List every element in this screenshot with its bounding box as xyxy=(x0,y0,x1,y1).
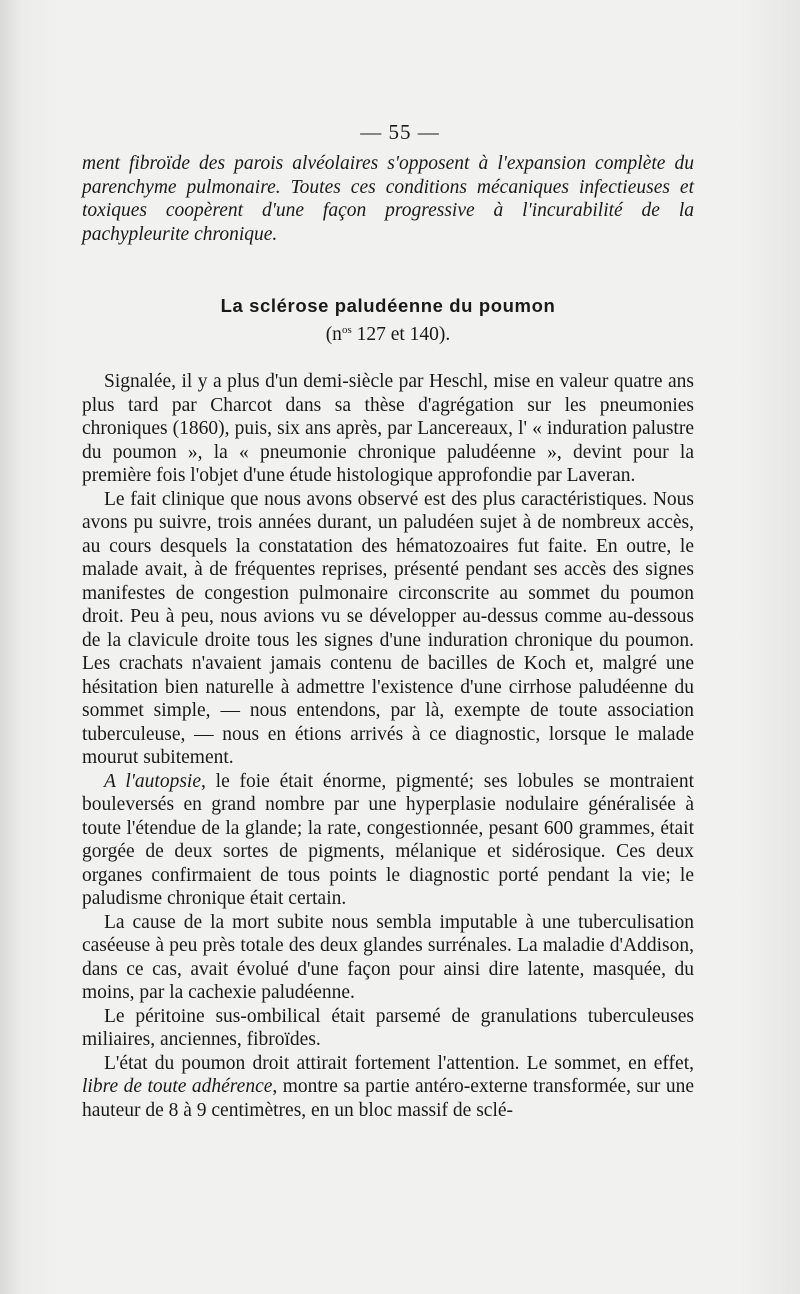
lead-paragraph: ment fibroïde des parois alvéolaires s'opposent à l'expansion complète du parenchyme pulmonaire. Toutes ces conditions mécaniques infectieuses et toxiques coopèrent d'une façon progressive à l'incurabilité de la pachypleurite chronique. xyxy=(82,153,694,245)
body-text xyxy=(82,370,694,1122)
page-content xyxy=(82,152,694,1122)
section-title: La sclérose paludéenne du poumon xyxy=(220,295,556,316)
poumon-text-before: L'état du poumon droit attirait fortement l'attention. Le sommet, en effet, xyxy=(104,1052,694,1074)
section-reference xyxy=(82,318,694,347)
paragraph-historique: Signalée, il y a plus d'un demi-siècle par Heschl, mise en valeur quatre ans plus tard par Charcot dans sa thèse d'agrégation sur les pneumonies chroniques (1860), puis, six ans après, par Lancereaux, l' « induration palustre du poumon », la « pneumonie chronique paludéenne », devint pour la première fois l'objet d'une étude histologique approfondie par Laveran. xyxy=(82,371,694,486)
paragraph-poumon-droit xyxy=(82,1052,694,1123)
paragraph-peritoine: Le péritoine sus-ombilical était parsemé de granulations tuberculeuses miliaires, anciennes, fibroïdes. xyxy=(82,1005,694,1050)
page-number: — 55 — xyxy=(360,120,440,144)
paragraph-mort-subite: La cause de la mort subite nous sembla imputable à une tuberculisation caséeuse à peu près totale des deux glandes surrénales. La maladie d'Addison, dans ce cas, avait évolué d'une façon pour ainsi dire latente, masquée, du moins, par la cachexie paludéenne. xyxy=(82,911,694,1003)
poumon-italic: libre de toute adhérence xyxy=(82,1076,273,1097)
poumon-text-after: , montre sa partie antéro-externe transformée, sur une hauteur de 8 à 9 centimètres, en un bloc massif de sclé- xyxy=(82,1076,694,1121)
section-reference-numbers: 127 et 140). xyxy=(351,324,451,345)
paragraph-autopsie xyxy=(82,770,694,911)
section-reference-superscript: os xyxy=(341,324,352,336)
autopsie-text: , le foie était énorme, pigmenté; ses lobules se montraient bouleversés en grand nombre par une hyperplasie nodulaire généralisée à toute l'étendue de la glande; la rate, congestionnée, pesant 600 grammes, était gorgée de deux sortes de pigments, mélanique et sidérosique. Ces deux organes confirmaient de tous points le diagnostic porté pendant la vie; le paludisme chronique était certain. xyxy=(82,770,694,909)
autopsie-italic: A l'autopsie xyxy=(104,770,201,792)
section-reference-prefix: (n xyxy=(325,324,342,345)
paragraph-fait-clinique: Le fait clinique que nous avons observé est des plus caractéristiques. Nous avons pu suivre, trois années durant, un paludéen sujet à de nombreux accès, au cours desquels la constatation des hématozoaires fut faite. En outre, le malade avait, à de fréquentes reprises, présenté pendant ses accès des signes manifestes de congestion pulmonaire circonscrite au sommet du poumon droit. Peu à peu, nous avions vu se développer au-dessus comme au-dessous de la clavicule droite tous les signes d'une induration chronique du poumon. Les crachats n'avaient jamais contenu de bacilles de Koch et, malgré une hésitation bien naturelle à admettre l'existence d'une cirrhose paludéenne du sommet simple, — nous entendons, par là, exempte de toute association tuberculeuse, — nous en étions arrivés à ce diagnostic, lorsque le malade mourut subitement. xyxy=(82,488,694,768)
